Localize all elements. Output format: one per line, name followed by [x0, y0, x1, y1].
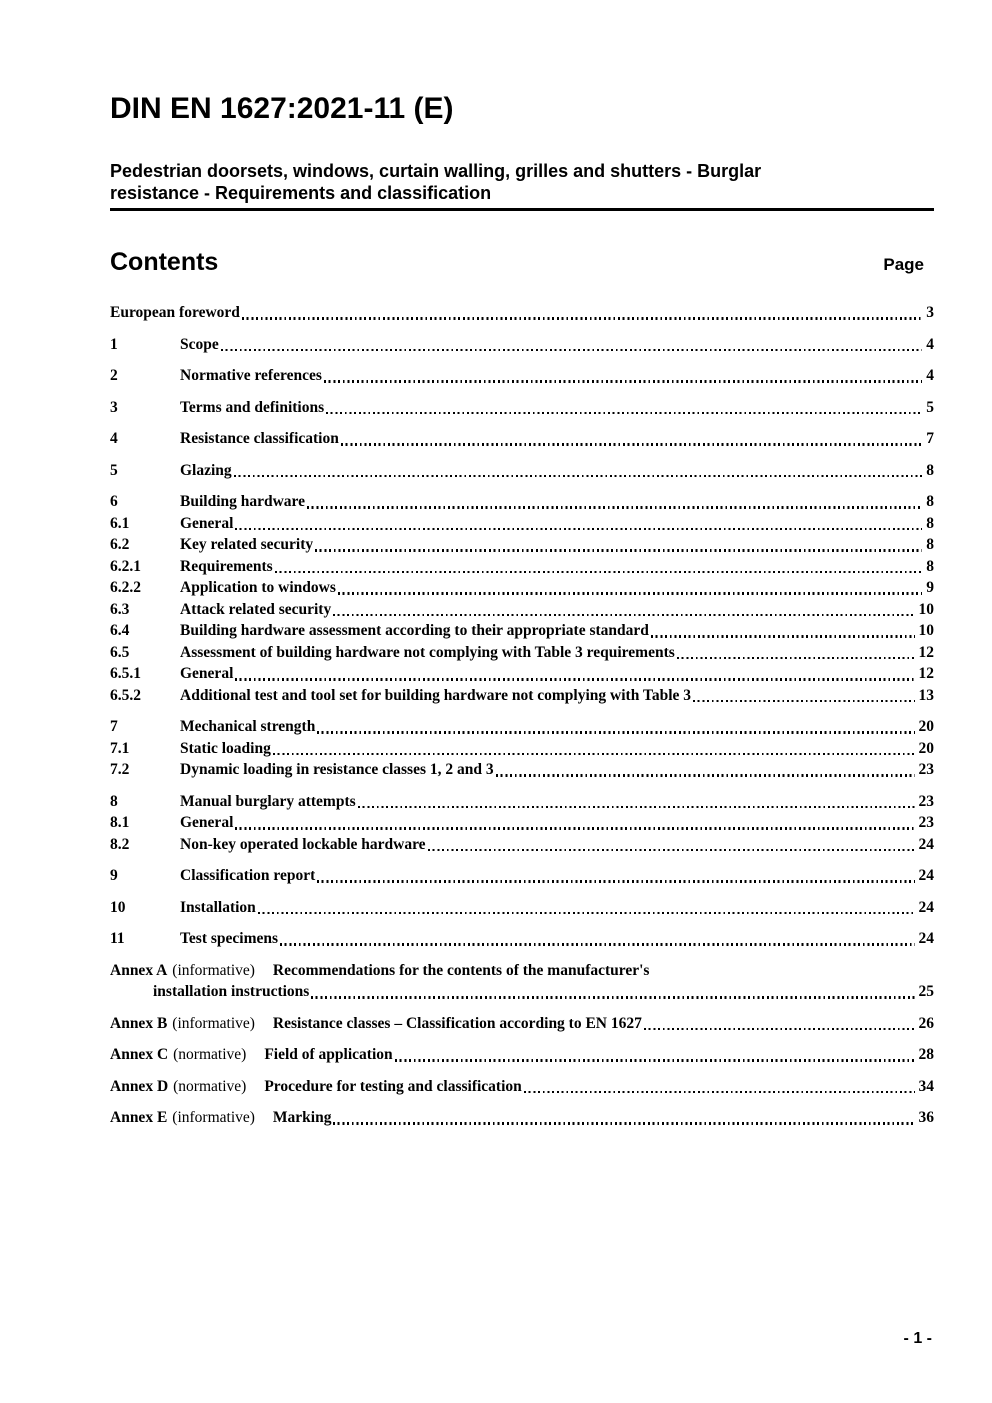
- toc-entry-title: Non-key operated lockable hardware: [180, 835, 426, 853]
- toc-annex-label: Annex E: [110, 1109, 168, 1126]
- toc-entry-title: Manual burglary attempts: [180, 792, 356, 810]
- toc-entry-title: Test specimens: [180, 930, 279, 947]
- toc-entry-page: 10: [918, 600, 934, 618]
- toc-entry-page: 8: [926, 557, 934, 575]
- toc-entry-title: Glazing: [180, 461, 232, 479]
- toc-entry-title: Assessment of building hardware not complying with Table 3 requirements: [180, 643, 675, 661]
- toc-entry-page: 20: [918, 718, 934, 735]
- toc-entry-title: Normative references: [180, 367, 322, 384]
- dot-leader: [242, 317, 922, 319]
- toc-entry-number: 8.1: [110, 814, 130, 831]
- toc-annex-entry: [110, 1044, 934, 1066]
- toc-entry-page: 10: [918, 622, 934, 639]
- toc-entry-page: 12: [918, 643, 934, 661]
- toc-entry-number: 9: [110, 867, 118, 884]
- dot-leader: [234, 475, 923, 477]
- toc-entry-title: Resistance classes – Classification according to EN 1627: [272, 1014, 642, 1032]
- dot-leader: [341, 443, 922, 445]
- dot-leader: [324, 380, 922, 382]
- toc-entry: [110, 865, 934, 887]
- toc-entry: [110, 620, 934, 642]
- toc-entry-number: 11: [110, 930, 125, 947]
- toc-entry-page: 4: [926, 367, 934, 384]
- toc-entry-title: Building hardware assessment according to their appropriate standard: [180, 622, 649, 639]
- dot-leader: [326, 412, 922, 414]
- toc-annex-entry: [110, 1013, 934, 1035]
- dot-leader: [428, 849, 915, 851]
- toc-entry: [110, 759, 934, 781]
- contents-heading: Contents: [110, 248, 219, 276]
- toc-entry-title: Terms and definitions: [180, 398, 325, 416]
- toc-entry-page: 23: [918, 761, 934, 778]
- dot-leader: [235, 827, 914, 829]
- toc-entry: [110, 1044, 934, 1066]
- dot-leader: [524, 1091, 915, 1093]
- toc-entry-title: Building hardware: [180, 493, 306, 510]
- dot-leader: [338, 592, 922, 594]
- toc-entry: [110, 834, 934, 856]
- toc-entry-page: 20: [918, 739, 934, 757]
- dot-leader: [307, 506, 922, 508]
- toc-entry: [110, 716, 934, 738]
- dot-leader: [496, 774, 915, 776]
- page-column-label: Page: [883, 255, 924, 274]
- toc-entry-title: Static loading: [180, 739, 271, 757]
- dot-leader: [317, 731, 914, 733]
- toc-entry: [110, 812, 934, 834]
- toc-entry-title: European foreword: [110, 304, 240, 321]
- toc-entry: [110, 642, 934, 664]
- toc-entry: [110, 460, 934, 482]
- toc-entry-title: General: [180, 514, 234, 532]
- toc-entry-page: 24: [918, 867, 934, 884]
- toc-entry-page: 26: [918, 1014, 934, 1032]
- toc-annex-qualifier: (informative): [172, 961, 255, 979]
- toc-entry-number: 6: [110, 493, 118, 510]
- toc-entry-title: Procedure for testing and classification: [264, 1077, 522, 1095]
- toc-entry-title: Scope: [180, 335, 219, 353]
- toc-entry: [110, 960, 934, 982]
- toc-entry-title: Dynamic loading in resistance classes 1, 2 and 3: [180, 761, 494, 778]
- toc-entry-page: 3: [926, 304, 934, 321]
- dot-leader: [235, 528, 922, 530]
- title-divider-rule: [110, 208, 934, 211]
- toc-entry-page: 34: [918, 1077, 934, 1095]
- toc-entry-page: 12: [918, 665, 934, 682]
- dot-leader: [317, 880, 914, 882]
- toc-entry: [110, 302, 934, 324]
- dot-leader: [235, 678, 914, 680]
- toc-entry-title: Requirements: [180, 557, 273, 575]
- toc-entry-number: 6.2: [110, 536, 130, 553]
- toc-annex-qualifier: (informative): [172, 1109, 255, 1126]
- toc-entry-number: 8: [110, 792, 118, 810]
- dot-leader: [311, 996, 914, 998]
- toc-entry-number: 7.2: [110, 761, 130, 778]
- toc-annex-label: Annex D: [110, 1077, 169, 1095]
- toc-entry: [110, 534, 934, 556]
- toc-entry-number: 6.5.2: [110, 686, 141, 704]
- contents-header-row: [110, 249, 934, 276]
- toc-entry-page: 24: [918, 898, 934, 916]
- toc-entry-title: Mechanical strength: [180, 718, 316, 735]
- toc-entry-page: 8: [926, 514, 934, 532]
- toc-entry-number: 1: [110, 335, 118, 353]
- toc-annex-qualifier: (normative): [173, 1077, 247, 1095]
- dot-leader: [644, 1028, 915, 1030]
- toc-entry-page: 24: [918, 930, 934, 947]
- toc-entry-page: 24: [918, 835, 934, 853]
- toc-entry: [110, 397, 934, 419]
- dot-leader: [677, 657, 915, 659]
- document-title-line2: resistance - Requirements and classification: [110, 183, 492, 203]
- toc-entry-number: 5: [110, 461, 118, 479]
- toc-entry-number: 6.2.2: [110, 579, 141, 596]
- toc-entry: [110, 738, 934, 760]
- toc-annex-entry: [110, 1076, 934, 1098]
- page-content: [110, 0, 934, 1129]
- toc-entry-page: 8: [926, 493, 934, 510]
- toc-entry: [110, 599, 934, 621]
- toc-entry-number: 10: [110, 898, 126, 916]
- toc-entry: [110, 577, 934, 599]
- toc-entry-title: Marking: [272, 1109, 332, 1126]
- toc-entry: [110, 365, 934, 387]
- dot-leader: [315, 549, 922, 551]
- toc-entry-number: 6.5.1: [110, 665, 141, 682]
- toc-entry-page: 4: [926, 335, 934, 353]
- toc-entry: [110, 1013, 934, 1035]
- toc-entry-number: 2: [110, 367, 118, 384]
- toc-entry-page: 8: [926, 461, 934, 479]
- toc-entry: [110, 791, 934, 813]
- dot-leader: [275, 571, 923, 573]
- dot-leader: [651, 635, 915, 637]
- toc-entry-number: 7.1: [110, 739, 130, 757]
- toc-entry: [110, 663, 934, 685]
- toc-entry-number: 6.3: [110, 600, 130, 618]
- toc-entry: [110, 928, 934, 950]
- toc-entry-page: 28: [918, 1046, 934, 1063]
- footer-page-number: - 1 -: [903, 1330, 932, 1347]
- toc-entry-title: Attack related security: [180, 600, 332, 618]
- toc-entry-number: 6.1: [110, 514, 130, 532]
- toc-entry-title: Key related security: [180, 536, 314, 553]
- dot-leader: [221, 349, 923, 351]
- toc-entry-title: Recommendations for the contents of the manufacturer's: [272, 961, 650, 979]
- toc-annex-qualifier: (informative): [172, 1014, 255, 1032]
- toc-list: [110, 302, 934, 1129]
- toc-entry: [110, 897, 934, 919]
- dot-leader: [333, 1122, 914, 1124]
- dot-leader: [333, 614, 914, 616]
- toc-entry-page: 9: [926, 579, 934, 596]
- toc-entry-number: 6.2.1: [110, 557, 141, 575]
- toc-entry-wrapped-line: [110, 981, 934, 1003]
- toc-entry: [110, 1076, 934, 1098]
- toc-entry-page: 36: [918, 1109, 934, 1126]
- toc-entry: [110, 685, 934, 707]
- toc-entry-title: Additional test and tool set for building hardware not complying with Table 3: [180, 686, 692, 704]
- toc-entry-title: General: [180, 814, 234, 831]
- toc-entry-page: 25: [918, 983, 934, 1000]
- toc-entry-title: Installation: [180, 898, 256, 916]
- toc-annex-qualifier: (normative): [173, 1046, 247, 1063]
- dot-leader: [273, 753, 915, 755]
- toc-entry-number: 4: [110, 430, 118, 447]
- dot-leader: [358, 806, 915, 808]
- toc-entry-title: Field of application: [264, 1046, 393, 1063]
- toc-entry-title: Resistance classification: [180, 430, 339, 447]
- toc-entry-title: General: [180, 665, 234, 682]
- toc-entry-page: 23: [918, 792, 934, 810]
- toc-annex-label: Annex A: [110, 961, 168, 979]
- toc-entry: [110, 334, 934, 356]
- toc-entry-title: Classification report: [180, 867, 316, 884]
- toc-annex-label: Annex B: [110, 1014, 168, 1032]
- toc-entry-title-line2: installation instructions: [153, 983, 310, 1000]
- toc-entry-page: 7: [926, 430, 934, 447]
- toc-entry-page: 5: [926, 398, 934, 416]
- toc-entry-page: 13: [918, 686, 934, 704]
- toc-entry: [110, 556, 934, 578]
- toc-entry-number: 6.5: [110, 643, 130, 661]
- dot-leader: [395, 1059, 915, 1061]
- toc-annex-entry: [110, 1107, 934, 1129]
- toc-annex-entry: [110, 960, 934, 1003]
- toc-entry-number: 6.4: [110, 622, 130, 639]
- toc-entry: [110, 1107, 934, 1129]
- toc-entry-number: 3: [110, 398, 118, 416]
- toc-entry: [110, 513, 934, 535]
- toc-entry-number: 7: [110, 718, 118, 735]
- dot-leader: [693, 700, 914, 702]
- toc-entry-number: 8.2: [110, 835, 130, 853]
- toc-entry: [110, 491, 934, 513]
- toc-annex-label: Annex C: [110, 1046, 169, 1063]
- dot-leader: [280, 943, 914, 945]
- document-title: [110, 160, 934, 204]
- document-number-heading: DIN EN 1627:2021-11 (E): [110, 92, 454, 125]
- dot-leader: [258, 912, 915, 914]
- document-title-line1: Pedestrian doorsets, windows, curtain walling, grilles and shutters - Burglar: [110, 161, 762, 181]
- toc-entry-page: 8: [926, 536, 934, 553]
- toc-entry: [110, 428, 934, 450]
- toc-entry-page: 23: [918, 814, 934, 831]
- toc-entry-title: Application to windows: [180, 579, 336, 596]
